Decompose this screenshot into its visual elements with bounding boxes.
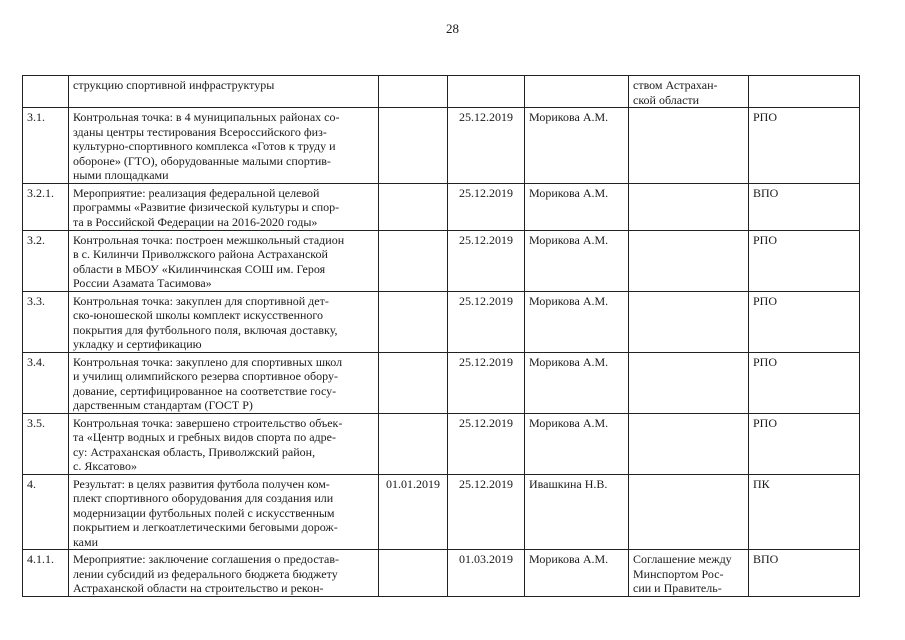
row-description: Мероприятие: заключение соглашения о предостав- лении субсидий из федерального бюджета бюджету Астраханской области на строительство и рекон- (69, 550, 379, 597)
row-start-date (379, 352, 448, 413)
row-number: 3.5. (23, 413, 69, 474)
row-control-type: РПО (749, 230, 860, 291)
row-start-date (379, 413, 448, 474)
row-start-date (379, 183, 448, 230)
table-row (23, 230, 860, 291)
row-end-date: 01.03.2019 (448, 550, 525, 597)
row-document (629, 291, 749, 352)
table-row (23, 352, 860, 413)
row-number: 3.2. (23, 230, 69, 291)
page-number: 28 (446, 21, 459, 36)
row-description: Контрольная точка: в 4 муниципальных районах со- зданы центры тестирования Всероссийского физ- культурно-спортивного комплекса «Готов к труду и обороне» (ГТО), оборудованные малыми спортив- ными площадками (69, 108, 379, 184)
row-responsible: Морикова А.М. (525, 183, 629, 230)
row-description: Контрольная точка: закуплен для спортивной дет- ско-юношеской школы комплект искусственного покрытия для футбольного поля, включая доставку, укладку и сертификацию (69, 291, 379, 352)
row-start-date: 01.01.2019 (379, 474, 448, 550)
row-control-type: РПО (749, 352, 860, 413)
row-responsible: Морикова А.М. (525, 413, 629, 474)
row-number: 4.1.1. (23, 550, 69, 597)
row-control-type: ВПО (749, 183, 860, 230)
row-responsible: Ивашкина Н.В. (525, 474, 629, 550)
row-end-date: 25.12.2019 (448, 230, 525, 291)
row-number (23, 76, 69, 108)
table-row (23, 413, 860, 474)
row-description: Контрольная точка: завершено строительство объек- та «Центр водных и гребных видов спорта по адре- су: Астраханская область, Приволжский район, с. Яксатово» (69, 413, 379, 474)
table-row (23, 291, 860, 352)
row-control-type: ПК (749, 474, 860, 550)
row-document (629, 183, 749, 230)
row-end-date: 25.12.2019 (448, 291, 525, 352)
row-responsible: Морикова А.М. (525, 230, 629, 291)
row-start-date (379, 108, 448, 184)
row-description: Мероприятие: реализация федеральной целевой программы «Развитие физической культуры и спор- та в Российской Федерации на 2016-2020 годы» (69, 183, 379, 230)
row-responsible (525, 76, 629, 108)
row-end-date: 25.12.2019 (448, 474, 525, 550)
row-responsible: Морикова А.М. (525, 291, 629, 352)
row-start-date (379, 291, 448, 352)
row-description: Контрольная точка: построен межшкольный стадион в с. Килинчи Приволжского района Астраханской области в МБОУ «Килинчинская СОШ им. Героя России Азамата Тасимова» (69, 230, 379, 291)
row-start-date (379, 550, 448, 597)
row-responsible: Морикова А.М. (525, 550, 629, 597)
row-end-date (448, 76, 525, 108)
row-document: Соглашение между Минспортом Рос- сии и Правитель- (629, 550, 749, 597)
row-end-date: 25.12.2019 (448, 352, 525, 413)
row-control-type: ВПО (749, 550, 860, 597)
row-control-type: РПО (749, 108, 860, 184)
row-start-date (379, 230, 448, 291)
row-number: 3.2.1. (23, 183, 69, 230)
row-document (629, 413, 749, 474)
row-end-date: 25.12.2019 (448, 108, 525, 184)
row-document (629, 108, 749, 184)
row-number: 3.3. (23, 291, 69, 352)
table-row (23, 76, 860, 108)
row-description: струкцию спортивной инфраструктуры (69, 76, 379, 108)
row-control-type: РПО (749, 291, 860, 352)
row-responsible: Морикова А.М. (525, 352, 629, 413)
row-start-date (379, 76, 448, 108)
row-control-type (749, 76, 860, 108)
table-row (23, 108, 860, 184)
row-description: Результат: в целях развития футбола получен ком- плект спортивного оборудования для создания или модернизации футбольных полей с искусственным покрытием и легкоатлетическими беговыми дорож- ками (69, 474, 379, 550)
row-document (629, 474, 749, 550)
row-number: 3.4. (23, 352, 69, 413)
control-points-table (22, 75, 860, 597)
table-row (23, 183, 860, 230)
row-number: 4. (23, 474, 69, 550)
row-control-type: РПО (749, 413, 860, 474)
table-row (23, 550, 860, 597)
row-document: ством Астрахан- ской области (629, 76, 749, 108)
row-responsible: Морикова А.М. (525, 108, 629, 184)
row-description: Контрольная точка: закуплено для спортивных школ и училищ олимпийского резерва спортивное обору- дование, сертифицированное на соответствие госу- дарственным стандартам (ГОСТ Р) (69, 352, 379, 413)
row-end-date: 25.12.2019 (448, 413, 525, 474)
row-document (629, 230, 749, 291)
table-row (23, 474, 860, 550)
row-number: 3.1. (23, 108, 69, 184)
row-end-date: 25.12.2019 (448, 183, 525, 230)
row-document (629, 352, 749, 413)
